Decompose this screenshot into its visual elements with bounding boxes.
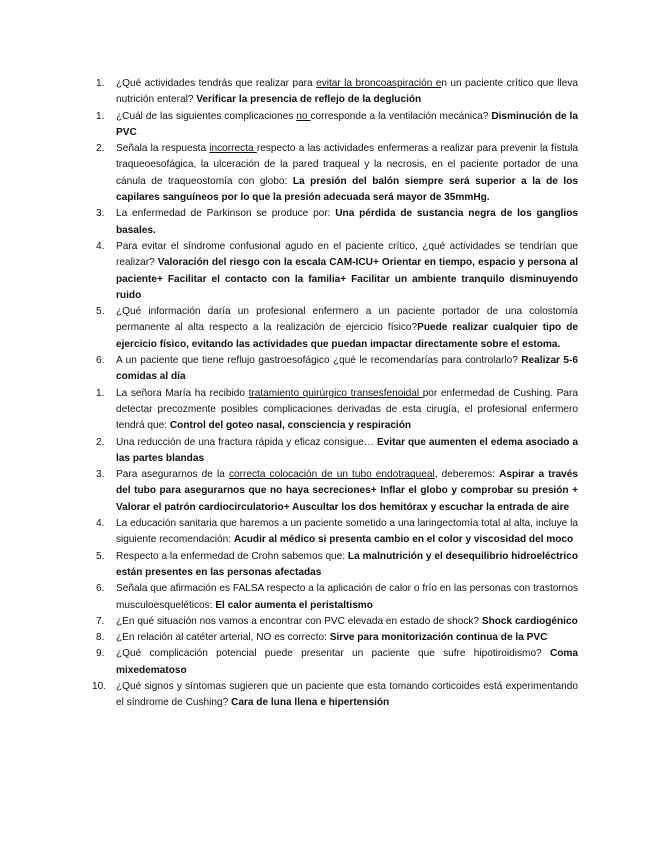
underlined-text: correcta colocación de un tubo endotraqueal	[228, 469, 435, 481]
question-text: La educación sanitaria que haremos a un paciente sometido a una laringectomía total al alta, incluye la siguiente recomendación:	[116, 518, 578, 546]
question-text-cont: corresponde a la ventilación mecánica?	[310, 110, 492, 122]
question-text: Para asegurarnos de la	[116, 469, 229, 481]
answer-text: Coma mixedematoso	[116, 648, 578, 676]
answer-text: Control del goteo nasal, consciencia y respiración	[169, 420, 412, 432]
question-text: ¿Qué signos y síntomas sugieren que un paciente que esta tomando corticoides está experimentando el síndrome de Cushing?	[116, 680, 578, 709]
list-item	[96, 646, 578, 679]
question-text: ¿Qué complicación potencial puede presentar un paciente que sufre hipotiroidismo?	[116, 648, 550, 660]
answer-text: La malnutrición y el desequilibrio hidroeléctrico están presentes en las personas afectadas	[116, 550, 578, 578]
list-item	[96, 435, 578, 468]
item-number: 4.	[96, 518, 105, 530]
list-item	[96, 614, 578, 630]
answer-text: Disminución de la PVC	[116, 110, 578, 138]
question-text-cont: , deberemos:	[434, 469, 500, 481]
answer-text: Acudir al médico si presenta cambio en el color y viscosidad del moco	[233, 534, 574, 546]
question-text: Señala que afirmación es FALSA respecto a la aplicación de calor o frío en las personas con trastornos musculoesqueléticos:	[116, 583, 578, 611]
list-item	[96, 516, 578, 549]
list-item	[92, 679, 578, 712]
answer-text: Evitar que aumenten el edema asociado a las partes blandas	[116, 436, 578, 464]
item-number: 2.	[96, 143, 105, 155]
list-item	[96, 353, 578, 386]
question-text: ¿Qué información daría un profesional enfermero a un paciente portador de una colostomía permanente al alta respecto a la realización de ejercicio físico?	[116, 306, 578, 334]
item-number: 4.	[96, 240, 105, 252]
list-item	[96, 239, 578, 304]
answer-text: Cara de luna llena e hipertensión	[231, 697, 390, 709]
item-number: 5.	[96, 306, 105, 318]
answer-text: Aspirar a través del tubo para asegurarnos que no haya secreciones+ Inflar el globo y comprobar su presión + Valorar el patrón cardiocirculatorio+ Auscultar los dos hemitórax y escuchar la entrada de aire	[116, 469, 579, 513]
item-number: 1.	[96, 387, 105, 399]
question-text: ¿Cuál de las siguientes complicaciones	[116, 110, 297, 122]
answer-text: El calor aumenta el peristaltismo	[215, 599, 373, 611]
list-item	[96, 630, 578, 646]
list-item	[96, 549, 578, 582]
question-text: Para evitar el síndrome confusional agudo en el paciente crítico, ¿qué actividades se tendrían que realizar?	[116, 240, 578, 269]
list-item	[96, 386, 578, 435]
item-number: 9.	[96, 648, 105, 660]
question-text: ¿En relación al catéter arterial, NO es correcto:	[116, 632, 330, 644]
answer-text: Verificar la presencia de reflejo de la deglución	[196, 94, 422, 106]
answer-text: Una pérdida de sustancia negra de los ganglios basales.	[116, 208, 578, 236]
underlined-text: no	[296, 110, 311, 122]
question-text: ¿En qué situación nos vamos a encontrar con PVC elevada en estado de shock?	[116, 615, 482, 627]
item-number: 10.	[92, 680, 107, 692]
list-item	[96, 304, 578, 353]
list-item	[96, 206, 578, 239]
question-text-cont: por enfermedad de Cushing. Para detectar precozmente posibles complicaciones derivadas de esta cirugía, el profesional enfermero tendrá que:	[116, 387, 578, 432]
item-number: 7.	[96, 615, 105, 627]
item-number: 3.	[96, 469, 105, 481]
question-text: Una reducción de una fractura rápida y eficaz consigue…	[116, 436, 377, 448]
item-number: 3.	[96, 208, 105, 220]
question-list	[92, 76, 579, 712]
item-number: 1.	[96, 110, 105, 122]
question-text-cont: n un paciente crítico que lleva nutrición enteral?	[116, 78, 579, 106]
answer-text: La presión del balón siempre será superior a la de los capilares sanguíneos por lo que la presión adecuada será mayor de 35mmHg.	[116, 175, 579, 204]
item-number: 5.	[96, 550, 105, 562]
question-text: A un paciente que tiene reflujo gastroesofágico ¿qué le recomendarías para controlarlo?	[116, 355, 522, 367]
question-text: La señora María ha recibido	[116, 387, 249, 399]
underlined-text: evitar la broncoaspiración e	[316, 78, 442, 89]
underlined-text: incorrecta	[209, 143, 257, 155]
list-item	[96, 467, 578, 516]
question-text: ¿Qué actividades tendrás que realizar para	[116, 78, 317, 89]
list-item	[96, 581, 578, 614]
item-number: 1.	[96, 78, 105, 89]
answer-text: Sirve para monitorización continua de la PVC	[329, 632, 548, 644]
list-item	[96, 109, 578, 142]
answer-text: Valoración del riesgo con la escala CAM-ICU+ Orientar en tiempo, espacio y persona al paciente+ Facilitar el contacto con la familia+ Facilitar un ambiente tranquilo disminuyendo ruido	[116, 257, 578, 301]
underlined-text: tratamiento quirúrgico transesfenoidal	[248, 387, 423, 399]
item-number: 2.	[96, 436, 105, 448]
question-text-cont: respecto a las actividades enfermeras a realizar para prevenir la fístula traqueoesofágica, la ulceración de la pared traqueal y la necrosis, en el paciente portador de una cánula de traqueostomía con globo:	[116, 143, 578, 187]
answer-text: Puede realizar cualquier tipo de ejercicio físico, evitando las actividades que puedan impactar directamente sobre el estoma.	[116, 322, 578, 350]
answer-text: Shock cardiogénico	[481, 615, 578, 627]
answer-text: Realizar 5-6 comidas al día	[116, 355, 578, 383]
list-item	[96, 141, 578, 206]
question-text: Señala la respuesta	[116, 143, 210, 155]
item-number: 6.	[96, 355, 105, 367]
item-number: 6.	[96, 583, 105, 595]
question-text: Respecto a la enfermedad de Crohn sabemos que:	[116, 550, 348, 562]
item-number: 8.	[96, 632, 105, 644]
list-item	[96, 76, 578, 109]
question-text: La enfermedad de Parkinson se produce por:	[116, 208, 336, 220]
